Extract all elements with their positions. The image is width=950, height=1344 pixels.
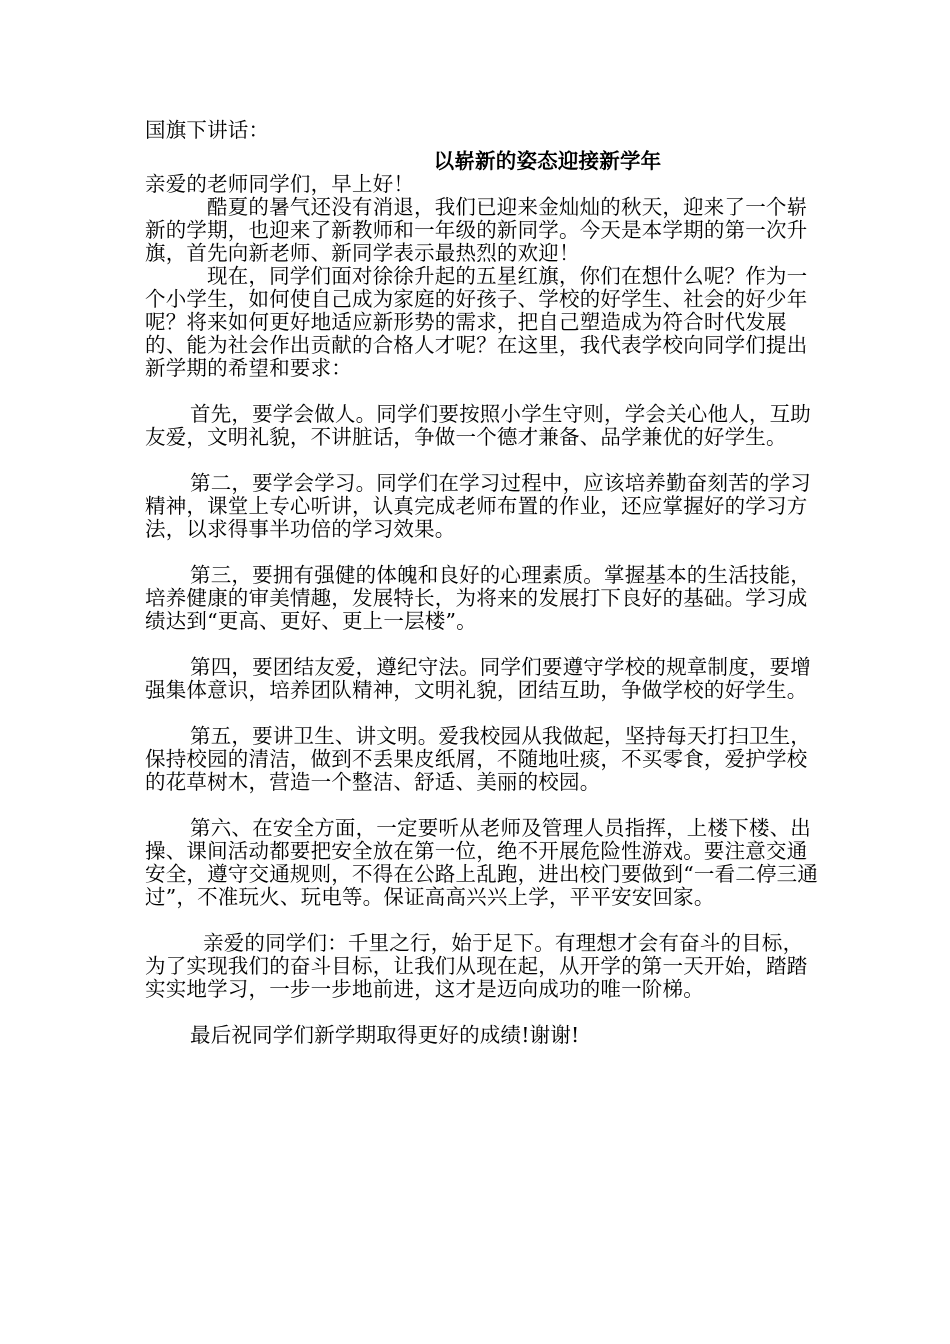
paragraph-text: 最后祝同学们新学期取得更好的成绩!谢谢!	[190, 1023, 580, 1047]
paragraph-point-3	[145, 564, 820, 633]
paragraph-point-2	[145, 472, 820, 541]
paragraph-point-4	[145, 656, 820, 702]
paragraph-point-6	[145, 817, 820, 909]
paragraph-text: 第六、在安全方面，一定要听从老师及管理人员指挥，上楼下楼、出操、课间活动都要把安全放在第一位，绝不开展危险性游戏。要注意交通安全，遵守交通规则，不得在公路上乱跑，进出校门要做到“一看二停三通过”，不准玩火、玩电等。保证高高兴兴上学，平平安安回家。	[145, 816, 819, 909]
greeting-line: 亲爱的老师同学们，早上好！	[145, 172, 415, 196]
paragraph-thanks	[145, 1024, 820, 1047]
paragraph-text: 第二，要学会学习。同学们在学习过程中，应该培养勤奋刻苦的学习精神，课堂上专心听讲，认真完成老师布置的作业，还应掌握好的学习方法，以求得事半功倍的学习效果。	[145, 471, 811, 541]
paragraph-text: 首先，要学会做人。同学们要按照小学生守则，学会关心他人，互助友爱，文明礼貌，不讲脏话，争做一个德才兼备、品学兼优的好学生。	[145, 402, 811, 449]
paragraph-point-1	[145, 403, 820, 449]
paragraph-intro-1	[145, 196, 820, 265]
paragraph-text: 第五，要讲卫生、讲文明。爱我校园从我做起，坚持每天打扫卫生，保持校园的清洁，做到不丢果皮纸屑，不随地吐痰，不买零食，爱护学校的花草树木，营造一个整洁、舒适、美丽的校园。	[145, 724, 811, 794]
paragraph-text: 第四，要团结友爱，遵纪守法。同学们要遵守学校的规章制度，要增强集体意识，培养团队精神，文明礼貌，团结互助，争做学校的好学生。	[145, 655, 811, 702]
speech-title: 以崭新的姿态迎接新学年	[433, 149, 662, 173]
paragraph-text: 亲爱的同学们：千里之行，始于足下。有理想才会有奋斗的目标，为了实现我们的奋斗目标，让我们从现在起，从开学的第一天开始，踏踏实实地学习，一步一步地前进，这才是迈向成功的唯一阶梯。	[145, 931, 808, 1001]
paragraph-text: 第三，要拥有强健的体魄和良好的心理素质。掌握基本的生活技能，培养健康的审美情趣，发展特长，为将来的发展打下良好的基础。学习成绩达到“更高、更好、更上一层楼”。	[145, 563, 811, 633]
document-page	[145, 119, 820, 1047]
paragraph-text: 酷夏的暑气还没有消退，我们已迎来金灿灿的秋天，迎来了一个崭新的学期，也迎来了新教师和一年级的新同学。今天是本学期的第一次升旗，首先向新老师、新同学表示最热烈的欢迎！	[145, 195, 808, 265]
paragraph-intro-2	[145, 265, 820, 380]
speech-label: 国旗下讲话：	[145, 118, 270, 142]
paragraph-closing	[145, 932, 820, 1001]
paragraph-text: 现在，同学们面对徐徐升起的五星红旗，你们在想什么呢？作为一个小学生，如何使自己成为家庭的好孩子、学校的好学生、社会的好少年呢？将来如何更好地适应新形势的需求，把自己塑造成为符合时代发展的、能为社会作出贡献的合格人才呢？在这里，我代表学校向同学们提出新学期的希望和要求：	[145, 264, 808, 380]
paragraph-point-5	[145, 725, 820, 794]
